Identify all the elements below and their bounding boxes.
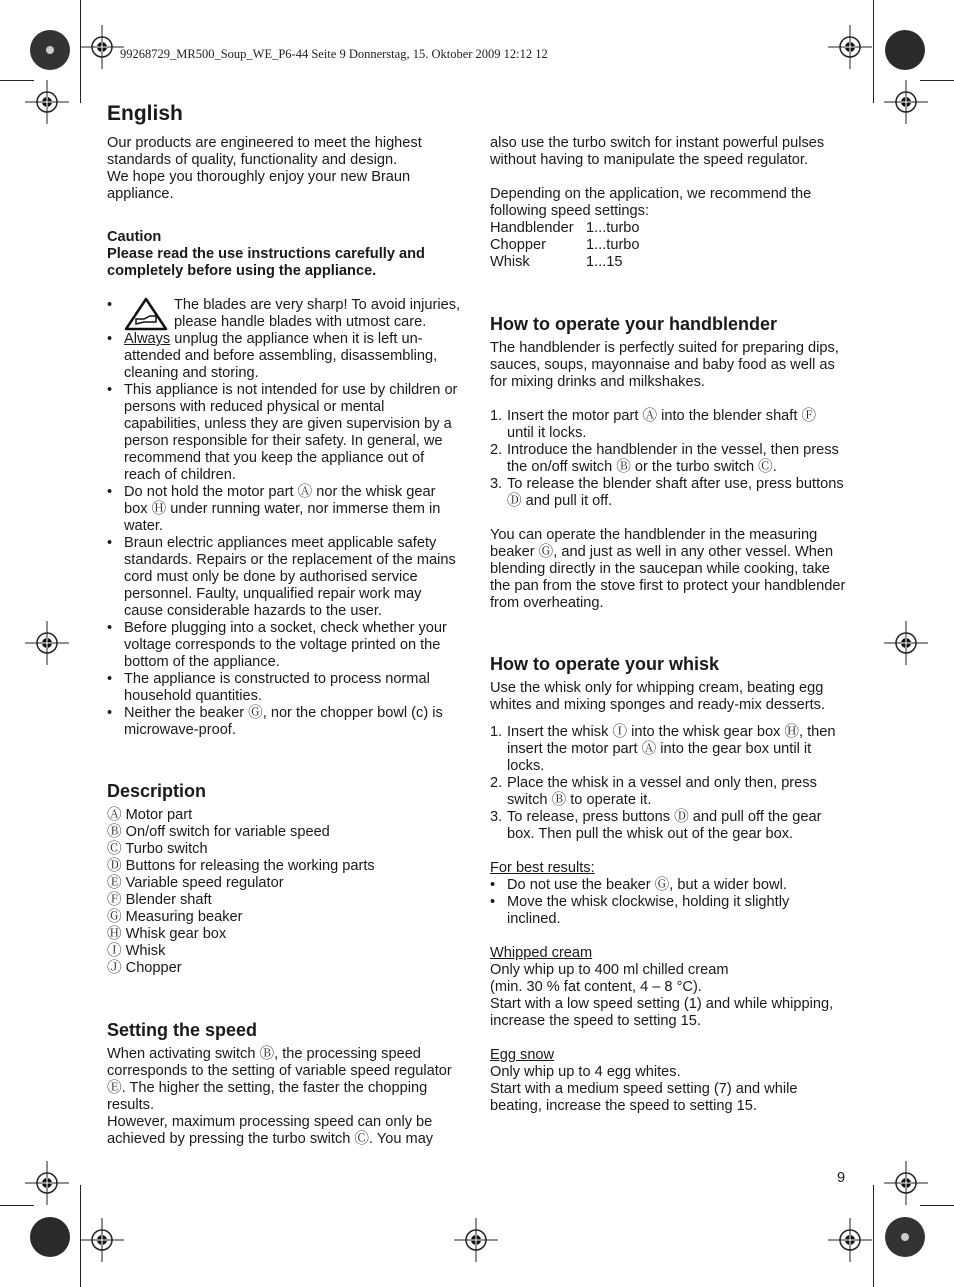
table-row bbox=[490, 254, 640, 271]
step-text: To release, press buttons Ⓓ and pull off the gear box. Then pull the whisk out of the gear box. bbox=[507, 809, 822, 842]
whipped-cream-title: Whipped cream bbox=[490, 945, 593, 961]
table-row bbox=[490, 237, 640, 254]
list-item: • Braun electric appliances meet applicable safety standards. Repairs or the replacement of the mains cord must only be done by authorised service personnel. Faulty, unqualified repair work may cause considerable hazards to the user. bbox=[107, 535, 456, 619]
warning-text: The blades are very sharp! To avoid injuries, please handle blades with utmost care. bbox=[174, 297, 461, 330]
best-results-title: For best results: bbox=[490, 860, 595, 876]
step: 2. Introduce the handblender in the vessel, then press the on/off switch Ⓑ or the turbo switch Ⓒ. bbox=[490, 442, 839, 475]
step: 1. Insert the whisk Ⓘ into the whisk gear box Ⓗ, then insert the motor part Ⓐ into the gear box until it locks. bbox=[490, 724, 836, 774]
list-item: • Do not use the beaker Ⓖ, but a wider bowl. bbox=[490, 877, 787, 893]
item-text: Move the whisk clockwise, holding it slightly inclined. bbox=[507, 894, 790, 927]
part-item: Ⓐ Motor part bbox=[107, 807, 193, 823]
list-item: • The blades are very sharp! To avoid injuries, please handle blades with utmost care. bbox=[107, 297, 461, 330]
item-text: Do not use the beaker Ⓖ, but a wider bowl. bbox=[507, 877, 787, 893]
table-cell: Handblender bbox=[490, 220, 574, 236]
caution bbox=[107, 229, 463, 280]
egg-snow-title: Egg snow bbox=[490, 1047, 555, 1063]
part-item: Ⓑ On/off switch for variable speed bbox=[107, 824, 330, 840]
step-text: Place the whisk in a vessel and only then, press switch Ⓑ to operate it. bbox=[507, 775, 817, 808]
part-item: Ⓕ Blender shaft bbox=[107, 892, 212, 908]
paragraph: Use the whisk only for whipping cream, beating egg whites and mixing sponges and ready-mix desserts. bbox=[490, 680, 826, 713]
table-row bbox=[490, 220, 640, 237]
caution-title: Caution bbox=[107, 229, 162, 245]
paragraph: Depending on the application, we recommend the following speed settings: bbox=[490, 186, 812, 219]
item-text: Braun electric appliances meet applicable safety standards. Repairs or the replacement of the mains cord must only be done by authorised service personnel. Faulty, unqualified repair work may cause considerable hazards to the user. bbox=[124, 535, 456, 619]
paragraph: However, maximum processing speed can only be achieved by pressing the turbo switch Ⓒ. You may bbox=[107, 1114, 434, 1147]
paragraph: Start with a medium speed setting (7) and while beating, increase the speed to setting 15. bbox=[490, 1081, 798, 1114]
setting-speed-heading: Setting the speed bbox=[107, 1020, 258, 1040]
paragraph: Only whip up to 4 egg whites. bbox=[490, 1064, 681, 1080]
always-text: Always bbox=[124, 331, 171, 347]
part-item: Ⓘ Whisk bbox=[107, 943, 166, 959]
table-cell: 1...turbo bbox=[586, 237, 640, 253]
caution-text: Please read the use instructions carefully and completely before using the appliance. bbox=[107, 246, 425, 279]
print-header: 99268729_MR500_Soup_WE_P6-44 Seite 9 Donnerstag, 15. Oktober 2009 12:12 12 bbox=[120, 47, 548, 61]
whisk-heading: How to operate your whisk bbox=[490, 654, 720, 674]
page-number: 9 bbox=[837, 1170, 846, 1186]
description-heading: Description bbox=[107, 781, 207, 801]
step: 3. To release, press buttons Ⓓ and pull off the gear box. Then pull the whisk out of the gear box. bbox=[490, 809, 822, 842]
intro bbox=[107, 135, 463, 203]
item-text: This appliance is not intended for use by children or persons with reduced physical or mental capabilities, unless they are given supervision by a person responsible for their safety. In general, we recommend that you keep the appliance out of reach of children. bbox=[124, 382, 458, 483]
item-text: Neither the beaker Ⓖ, nor the chopper bowl (c) is microwave-proof. bbox=[124, 705, 443, 738]
step: 3. To release the blender shaft after use, press buttons Ⓓ and pull it off. bbox=[490, 476, 844, 509]
sharp-blades-warning-icon bbox=[124, 297, 168, 331]
part-item: Ⓔ Variable speed regulator bbox=[107, 875, 284, 891]
starburst-mark bbox=[885, 30, 925, 70]
list-item: • Always unplug the appliance when it is left un-attended and before assembling, disassembling, cleaning and storing. bbox=[107, 331, 438, 381]
table-cell: Chopper bbox=[490, 237, 546, 253]
paragraph: (min. 30 % fat content, 4 – 8 °C). bbox=[490, 979, 702, 995]
item-text: unplug the appliance when it is left un-attended and before assembling, disassembling, cleaning and storing. bbox=[124, 331, 438, 381]
list-item: • The appliance is constructed to process normal household quantities. bbox=[107, 671, 430, 704]
step-text: Insert the whisk Ⓘ into the whisk gear box Ⓗ, then insert the motor part Ⓐ into the gear box until it locks. bbox=[507, 724, 836, 774]
paragraph: Only whip up to 400 ml chilled cream bbox=[490, 962, 729, 978]
paragraph: When activating switch Ⓑ, the processing speed corresponds to the setting of variable speed regulator Ⓔ. The higher the setting, the faster the chopping results. bbox=[107, 1046, 452, 1113]
part-item: Ⓖ Measuring beaker bbox=[107, 909, 243, 925]
handblender-section bbox=[490, 340, 846, 612]
step-text: To release the blender shaft after use, press buttons Ⓓ and pull it off. bbox=[507, 476, 844, 509]
step-text: Introduce the handblender in the vessel, then press the on/off switch Ⓑ or the turbo switch Ⓒ. bbox=[507, 442, 839, 475]
part-item: Ⓓ Buttons for releasing the working parts bbox=[107, 858, 375, 874]
list-item: • This appliance is not intended for use by children or persons with reduced physical or mental capabilities, unless they are given supervision by a person responsible for their safety. In general, we recommend that you keep the appliance out of reach of children. bbox=[107, 382, 458, 483]
intro-text: Our products are engineered to meet the highest standards of quality, functionality and design. bbox=[107, 135, 422, 168]
item-text: The appliance is constructed to process normal household quantities. bbox=[124, 671, 430, 704]
paragraph: Start with a low speed setting (1) and while whipping, increase the speed to setting 15. bbox=[490, 996, 834, 1029]
handblender-steps bbox=[490, 408, 846, 510]
list-item: • Move the whisk clockwise, holding it slightly inclined. bbox=[490, 894, 790, 927]
paragraph: The handblender is perfectly suited for preparing dips, sauces, soups, mayonnaise and baby food as well as for mixing drinks and milkshakes. bbox=[490, 340, 839, 390]
speed-continued bbox=[490, 135, 846, 271]
whisk-section bbox=[490, 680, 846, 1115]
table-cell: Whisk bbox=[490, 254, 530, 270]
whisk-steps bbox=[490, 724, 846, 843]
page-title: English bbox=[107, 102, 183, 125]
list-item: • Neither the beaker Ⓖ, nor the chopper bowl (c) is microwave-proof. bbox=[107, 705, 443, 738]
best-results-list bbox=[490, 877, 846, 928]
safety-list bbox=[107, 297, 463, 739]
part-item: Ⓙ Chopper bbox=[107, 960, 182, 976]
step: 2. Place the whisk in a vessel and only then, press switch Ⓑ to operate it. bbox=[490, 775, 817, 808]
paragraph: You can operate the handblender in the measuring beaker Ⓖ, and just as well in any other vessel. When blending directly in the saucepan while cooking, take the pan from the stove first to protect your handblender from overheating. bbox=[490, 527, 846, 611]
paragraph: also use the turbo switch for instant powerful pulses without having to manipulate the speed regulator. bbox=[490, 135, 825, 168]
part-item: Ⓗ Whisk gear box bbox=[107, 926, 227, 942]
step-text: Insert the motor part Ⓐ into the blender shaft Ⓕ until it locks. bbox=[507, 408, 817, 441]
intro-text: We hope you thoroughly enjoy your new Braun appliance. bbox=[107, 169, 411, 202]
starburst-mark bbox=[30, 1217, 70, 1257]
step: 1. Insert the motor part Ⓐ into the blender shaft Ⓕ until it locks. bbox=[490, 408, 817, 441]
item-text: Before plugging into a socket, check whether your voltage corresponds to the voltage printed on the bottom of the appliance. bbox=[124, 620, 447, 670]
list-item: • Do not hold the motor part Ⓐ nor the whisk gear box Ⓗ under running water, nor immerse them in water. bbox=[107, 484, 441, 534]
speed-table bbox=[490, 220, 640, 271]
setting-speed-text bbox=[107, 1046, 463, 1148]
table-cell: 1...turbo bbox=[586, 220, 640, 236]
table-cell: 1...15 bbox=[586, 254, 623, 270]
description-list bbox=[107, 807, 463, 977]
handblender-heading: How to operate your handblender bbox=[490, 314, 778, 334]
list-item: • Before plugging into a socket, check whether your voltage corresponds to the voltage printed on the bottom of the appliance. bbox=[107, 620, 447, 670]
part-item: Ⓒ Turbo switch bbox=[107, 841, 208, 857]
item-text: Do not hold the motor part Ⓐ nor the whisk gear box Ⓗ under running water, nor immerse them in water. bbox=[124, 484, 441, 534]
